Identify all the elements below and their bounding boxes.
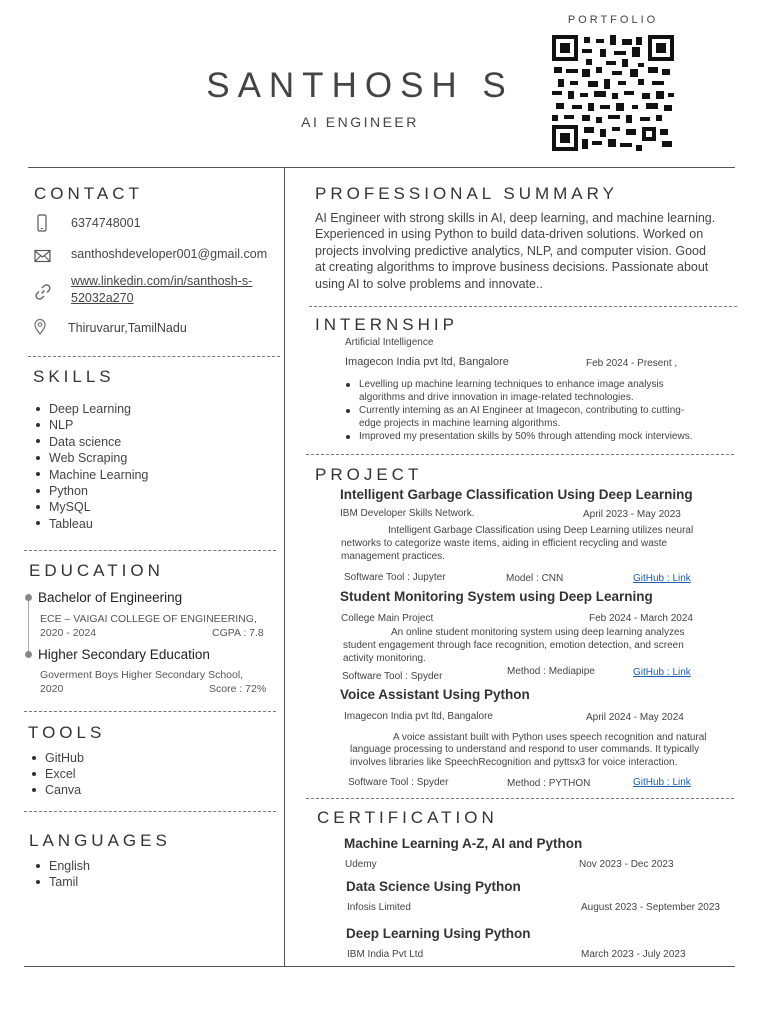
project-desc-line: management practices. <box>341 551 445 562</box>
internship-company: Imagecon India pvt ltd, Bangalore <box>345 356 509 368</box>
language-item: Tamil <box>36 875 90 891</box>
location-pin-icon <box>33 318 49 334</box>
internship-dates: Feb 2024 - Present , <box>586 358 678 369</box>
project-tool: Software Tool : Spyder <box>342 671 443 682</box>
skill-item: MySQL <box>36 500 148 516</box>
certification-title: Data Science Using Python <box>346 879 521 894</box>
project-org: College Main Project <box>341 613 434 624</box>
section-divider <box>24 811 276 812</box>
project-desc-line: activity monitoring. <box>343 653 426 664</box>
skill-item: Machine Learning <box>36 468 148 484</box>
education-score: Score : 72% <box>209 683 267 695</box>
contact-email[interactable]: santhoshdeveloper001@gmail.com <box>71 247 268 261</box>
project-org: Imagecon India pvt ltd, Bangalore <box>344 711 493 722</box>
certification-dates: Nov 2023 - Dec 2023 <box>579 859 674 870</box>
project-title: Voice Assistant Using Python <box>340 687 530 702</box>
project-dates: Feb 2024 - March 2024 <box>589 613 693 624</box>
bullet-line: Levelling up machine learning techniques to enhance image analysis <box>359 379 664 390</box>
section-divider <box>24 550 276 551</box>
project-tool: Software Tool : Jupyter <box>344 572 446 583</box>
languages-list <box>36 859 90 892</box>
education-school: Goverment Boys Higher Secondary School, <box>40 669 244 681</box>
certification-org: Infosis Limited <box>347 902 411 913</box>
section-divider <box>306 454 734 455</box>
project-org: IBM Developer Skills Network. <box>340 508 475 519</box>
education-degree: Higher Secondary Education <box>38 647 210 662</box>
skill-item: Data science <box>36 435 148 451</box>
link-icon <box>34 283 50 299</box>
skill-item: Deep Learning <box>36 402 148 418</box>
section-divider <box>28 356 280 357</box>
tools-heading: TOOLS <box>28 723 106 742</box>
timeline-dot <box>25 594 32 601</box>
internship-bullet <box>359 430 693 443</box>
education-timeline <box>28 599 29 655</box>
languages-heading: LANGUAGES <box>29 831 171 850</box>
project-heading: PROJECT <box>315 465 423 484</box>
internship-bullet <box>359 378 664 404</box>
summary-line: using AI to solve problems and innovate.. <box>315 276 543 291</box>
resume-role: AI ENGINEER <box>301 114 419 130</box>
linkedin-link-line1[interactable]: www.linkedin.com/in/santhosh-s- <box>71 274 253 288</box>
bullet-line: Currently interning as an AI Engineer at Imagecon, contributing to cutting- <box>359 405 685 416</box>
tool-item: Excel <box>32 767 84 783</box>
skills-list <box>36 402 148 533</box>
contact-phone[interactable]: 6374748001 <box>71 216 141 230</box>
project-tool: Software Tool : Spyder <box>348 777 449 788</box>
certification-title: Deep Learning Using Python <box>346 926 531 941</box>
summary-text <box>315 211 735 293</box>
certification-dates: March 2023 - July 2023 <box>581 949 686 960</box>
project-desc-line: student engagement through face recognition, emotion detection, and screen <box>343 640 684 651</box>
skill-item: NLP <box>36 418 148 434</box>
summary-line: at creating algorithms to improve business decisions. Passionate about <box>315 260 709 275</box>
column-divider <box>284 167 285 967</box>
skills-heading: SKILLS <box>33 367 115 386</box>
tool-item: Canva <box>32 783 84 799</box>
certification-title: Machine Learning A-Z, AI and Python <box>344 836 583 851</box>
portfolio-qr-code[interactable] <box>552 35 674 151</box>
certification-heading: CERTIFICATION <box>317 808 498 827</box>
project-dates: April 2023 - May 2023 <box>583 509 681 520</box>
project-title: Intelligent Garbage Classification Using Deep Learning <box>340 487 693 502</box>
project-desc-line: An online student monitoring system using deep learning analyzes <box>391 627 685 638</box>
certification-org: IBM India Pvt Ltd <box>347 949 424 960</box>
project-desc-line: Intelligent Garbage Classification using Deep Learning utilizes neural <box>388 525 694 536</box>
summary-line: Experienced in using Python to build data-driven solutions. Worked on <box>315 227 704 242</box>
linkedin-link-line2[interactable]: 52032a270 <box>71 291 134 305</box>
bullet-line: edge projects in machine learning algorithms. <box>359 418 561 429</box>
phone-icon <box>34 214 50 230</box>
project-desc-line: involves libraries like SpeechRecognition and pyttsx3 for voice interaction. <box>350 757 678 768</box>
education-college: ECE – VAIGAI COLLEGE OF ENGINEERING, <box>40 613 257 625</box>
project-title: Student Monitoring System using Deep Learning <box>340 589 653 604</box>
education-years: 2020 - 2024 <box>40 627 97 639</box>
project-desc-line: networks to categorize waste items, aiding in efficient recycling and waste <box>341 538 668 549</box>
education-score: CGPA : 7.8 <box>212 627 264 639</box>
skill-item: Python <box>36 484 148 500</box>
internship-field: Artificial Intelligence <box>345 337 434 348</box>
summary-line: AI Engineer with strong skills in AI, deep learning, and machine learning. <box>315 211 716 225</box>
project-desc-line: A voice assistant built with Python uses speech recognition and natural <box>393 732 707 743</box>
summary-heading: PROFESSIONAL SUMMARY <box>315 184 618 203</box>
portfolio-label: PORTFOLIO <box>567 14 659 26</box>
github-link[interactable]: GitHub : Link <box>633 573 691 584</box>
skill-item: Tableau <box>36 517 148 533</box>
education-heading: EDUCATION <box>29 561 164 580</box>
tools-list <box>32 751 84 800</box>
github-link[interactable]: GitHub : Link <box>633 667 691 678</box>
certification-org: Udemy <box>345 859 377 870</box>
summary-line: projects involving predictive analytics, NLP, and computer vision. Good <box>315 243 706 258</box>
project-method: Method : PYTHON <box>507 778 591 789</box>
resume-name: SANTHOSH S <box>206 66 514 105</box>
github-link[interactable]: GitHub : Link <box>633 777 691 788</box>
timeline-dot <box>25 651 32 658</box>
project-method: Method : Mediapipe <box>507 666 595 677</box>
contact-location: Thiruvarur,TamilNadu <box>68 321 187 335</box>
internship-bullet <box>359 404 684 430</box>
skill-item: Web Scraping <box>36 451 148 467</box>
bullet-line: Improved my presentation skills by 50% through attending mock interviews. <box>359 431 693 442</box>
section-divider <box>309 306 737 307</box>
contact-heading: CONTACT <box>34 184 143 203</box>
project-dates: April 2024 - May 2024 <box>586 712 684 723</box>
footer-divider <box>24 966 735 967</box>
internship-heading: INTERNSHIP <box>315 315 458 334</box>
section-divider <box>306 798 734 799</box>
education-years: 2020 <box>40 683 64 695</box>
tool-item: GitHub <box>32 751 84 767</box>
language-item: English <box>36 859 90 875</box>
header-divider <box>28 167 735 168</box>
education-degree: Bachelor of Engineering <box>38 590 183 605</box>
project-desc-line: language processing to understand and respond to user commands. It typically <box>350 744 700 755</box>
project-method: Model : CNN <box>506 573 564 584</box>
section-divider <box>24 711 276 712</box>
mail-icon <box>34 249 50 265</box>
certification-dates: August 2023 - September 2023 <box>581 902 720 913</box>
bullet-line: algorithms and drive innovation in image-related technologies. <box>359 392 634 403</box>
